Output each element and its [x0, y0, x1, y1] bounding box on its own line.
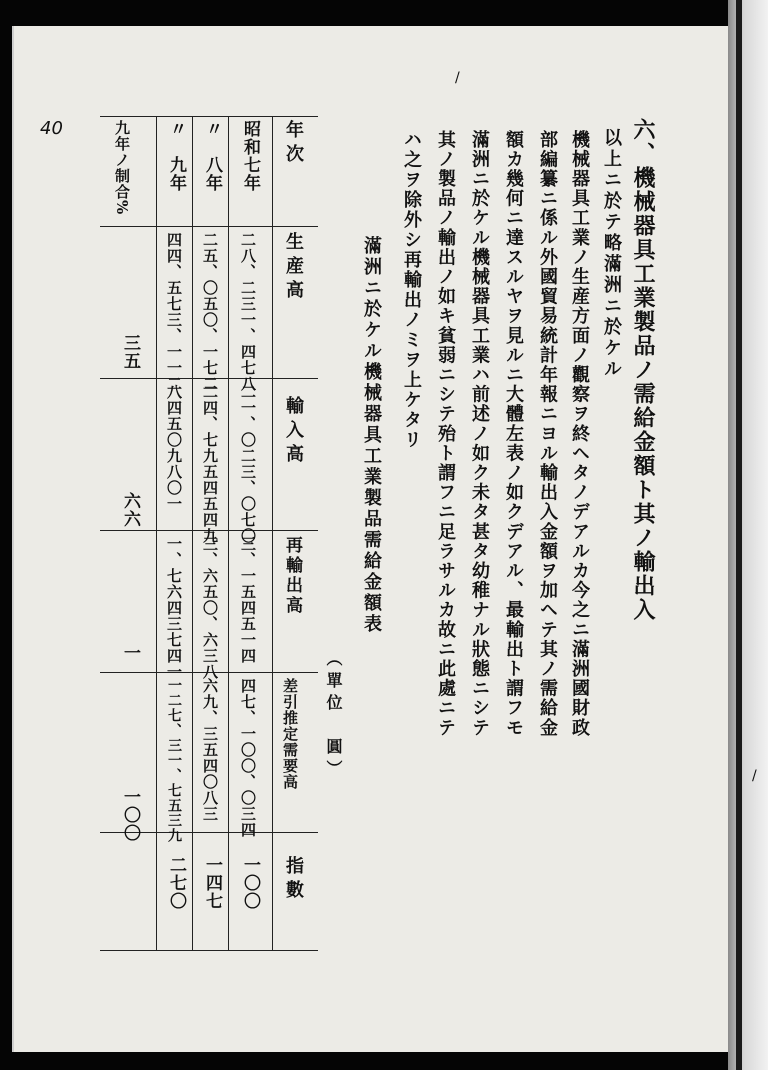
imports-cell: 二一、〇二三、〇七〇 [239, 384, 257, 544]
index-cell: 一〇〇 [240, 856, 260, 910]
page-edge-strip [728, 0, 768, 1070]
production-cell: 二五、〇五〇、一七二 [201, 232, 219, 392]
table-divider [192, 116, 193, 950]
body-line: 額カ幾何ニ達スルヤヲ見ルニ大體左表ノ如クデアル、最輸出ト謂フモ [503, 130, 524, 738]
reexports-cell: 三、六五〇、六三八 [201, 536, 219, 680]
row-label: 九年ノ制合% [113, 120, 131, 216]
demand-cell: 四七、一〇〇、〇三四 [239, 678, 257, 838]
demand-share: 一〇〇 [120, 788, 140, 842]
reexports-share: 一 [120, 644, 140, 662]
row-label: 〃 八年 [202, 120, 222, 192]
section-heading: 六、機械器具工業製品ノ需給金額ト其ノ輸出入 [630, 118, 656, 622]
reexports-cell: 一、七六四三七四一 [165, 536, 183, 680]
imports-cell: 八四五〇九八〇一 [165, 384, 183, 512]
body-line: 部編纂ニ係ル外國貿易統計年報ニヨル輸出入金額ヲ加ヘテ其ノ需給金 [537, 130, 558, 738]
header-year: 年次 [283, 120, 304, 168]
production-cell: 二八、二三一、四七八 [239, 232, 257, 392]
table-top-rule [100, 116, 318, 117]
body-line: ハ之ヲ除外シ再輸出ノミヲ上ケタリ [401, 130, 422, 450]
table-bottom-rule [100, 950, 318, 951]
row-label: 〃 九年 [166, 120, 186, 192]
supply-demand-table [100, 116, 318, 954]
table-divider [272, 116, 273, 950]
header-index: 指數 [283, 856, 304, 904]
edge-mark: / [752, 768, 757, 784]
body-line: 以上ニ於テ略滿洲ニ於ケル [601, 128, 622, 380]
imports-cell: 二四、七九五四五四九 [201, 384, 219, 544]
page-number: 40 [40, 118, 63, 139]
table-title: 滿洲ニ於ケル機械器具工業製品需給金額表 [361, 236, 382, 635]
imports-share: 六六 [120, 492, 140, 528]
body-line: 機械器具工業ノ生産方面ノ觀察ヲ終ヘタノデアルカ今之ニ滿洲國財政 [569, 130, 590, 738]
table-rule [100, 226, 318, 227]
header-demand: 差引推定需要高 [281, 678, 299, 790]
header-reexports: 再輸出高 [282, 536, 302, 616]
header-production: 生産高 [283, 232, 304, 304]
body-line: 滿洲ニ於ケル機械器具工業ハ前述ノ如ク未タ甚タ幼稚ナル狀態ニシテ [469, 130, 490, 738]
demand-cell: 一二七、三一、七五三九 [166, 678, 182, 843]
row-label: 昭和七年 [240, 120, 260, 192]
demand-cell: 六九、三五四〇八三 [201, 678, 219, 822]
production-share: 三五 [120, 334, 140, 370]
index-cell: 一四七 [202, 856, 222, 910]
production-cell: 四四、五七三、一一二 [165, 232, 183, 392]
table-divider [228, 116, 229, 950]
reexports-cell: 三、一五四五一四 [239, 536, 257, 664]
unit-note: （單位 圓） [324, 650, 343, 782]
header-imports: 輸入高 [283, 396, 304, 468]
page-edge-shadow [736, 0, 742, 1070]
ink-mark: / [455, 70, 460, 86]
table-divider [156, 116, 157, 950]
body-line: 其ノ製品ノ輸出ノ如キ貧弱ニシテ殆ト謂フニ足ラサルカ故ニ此處ニテ [435, 130, 456, 738]
index-cell: 二七〇 [166, 856, 186, 910]
